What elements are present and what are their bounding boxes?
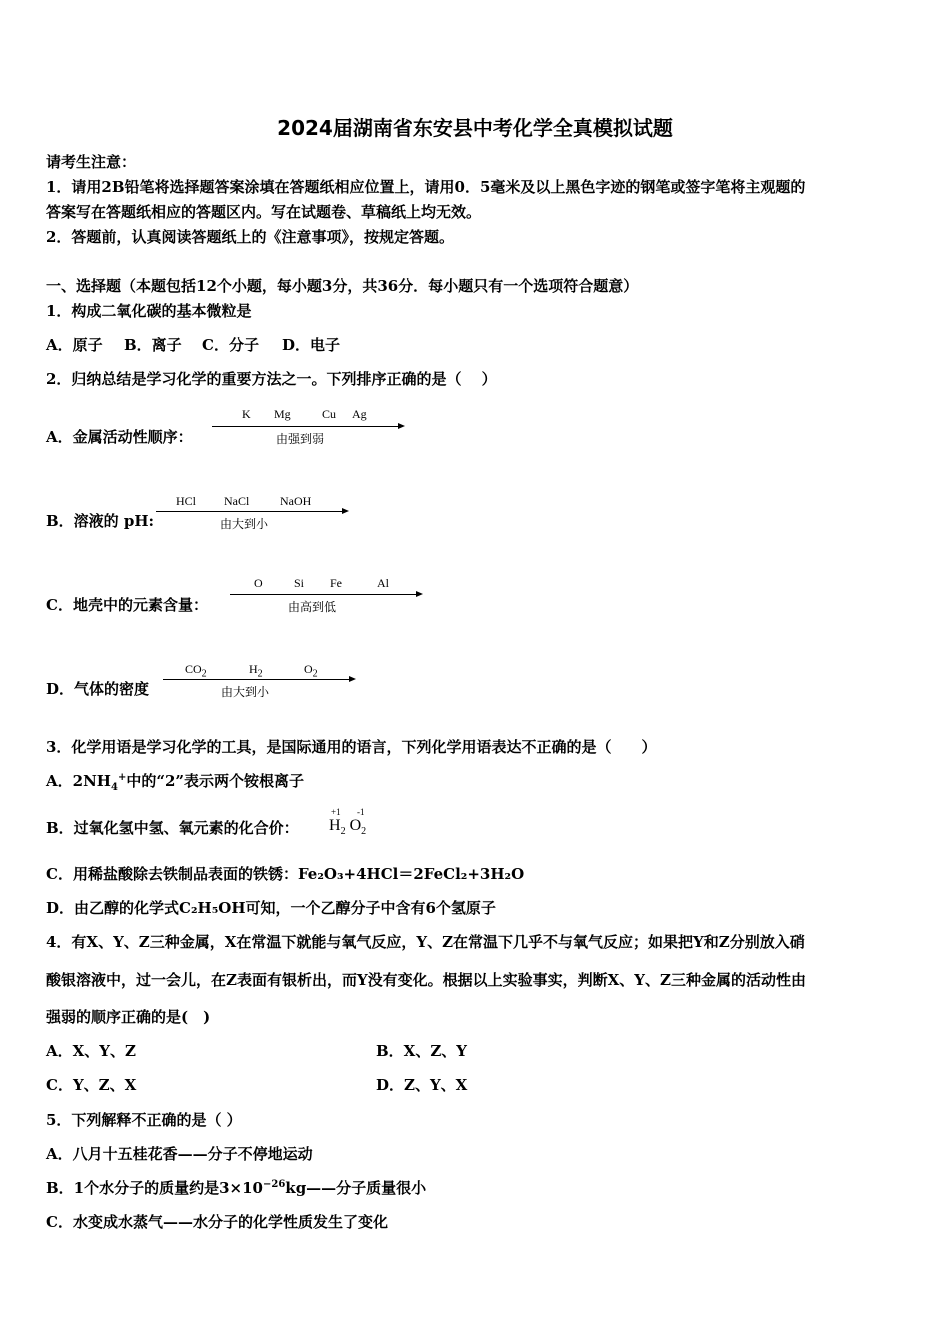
q2-stem: 2．归纳总结是学习化学的重要方法之一。下列排序正确的是（ ） bbox=[46, 370, 497, 388]
q2-option-b-label: B．溶液的 pH: bbox=[46, 512, 155, 530]
seq-direction: 由大到小 bbox=[220, 517, 269, 531]
q4-option-c: C．Y、Z、X bbox=[46, 1076, 137, 1094]
seq-item bbox=[185, 662, 207, 680]
q3-option-a bbox=[46, 771, 304, 791]
seq-direction: 由大到小 bbox=[221, 685, 270, 699]
q1-option-a: A．原子 bbox=[46, 336, 103, 354]
q3-b-h: H bbox=[329, 817, 341, 834]
q2-option-a-sequence bbox=[212, 404, 407, 448]
seq-item-subscript: 2 bbox=[312, 668, 318, 680]
q3-b-formula bbox=[329, 817, 367, 838]
seq-item bbox=[249, 662, 263, 680]
q5-b-pre: B．1个水分子的质量约是3×10 bbox=[46, 1179, 263, 1197]
seq-item: HCl bbox=[176, 494, 197, 508]
arrow-line bbox=[212, 426, 398, 427]
arrow-line bbox=[156, 511, 342, 512]
q3-a-post: 中的“2”表示两个铵根离子 bbox=[126, 772, 305, 790]
q2-option-c-sequence bbox=[230, 573, 425, 617]
seq-item-text: H bbox=[249, 662, 258, 676]
q1-option-d: D．电子 bbox=[282, 336, 341, 354]
q4-stem-line-3: 强弱的顺序正确的是( ) bbox=[46, 1008, 211, 1026]
seq-direction: 由强到弱 bbox=[276, 432, 325, 446]
arrow-head-icon bbox=[349, 676, 356, 682]
q4-stem-line-2: 酸银溶液中，过一会儿，在Z表面有银析出，而Y没有变化。根据以上实验事实，判断X、Y、Z三种金属的活动性由 bbox=[46, 971, 806, 989]
q5-option-a: A．八月十五桂花香——分子不停地运动 bbox=[46, 1145, 313, 1163]
seq-item-text: CO bbox=[185, 662, 202, 676]
notice-heading: 请考生注意： bbox=[46, 153, 137, 171]
notice-line-1: 1．请用2B铅笔将选择题答案涂填在答题纸相应位置上，请用0．5毫米及以上黑色字迹的钢笔或签字笔将主观题的 bbox=[46, 178, 806, 196]
q5-b-sup: −26 bbox=[263, 1179, 286, 1190]
q3-a-pre: A．2NH bbox=[46, 772, 111, 790]
q5-b-post: kg——分子质量很小 bbox=[285, 1179, 427, 1197]
section-heading: 一、选择题（本题包括12个小题，每小题3分，共36分．每小题只有一个选项符合题意） bbox=[46, 277, 639, 295]
q3-b-sub-h: 2 bbox=[340, 826, 346, 838]
seq-item: Si bbox=[294, 576, 305, 590]
arrow-head-icon bbox=[342, 508, 349, 514]
arrow-head-icon bbox=[416, 591, 423, 597]
q3-a-sub: 4 bbox=[110, 782, 118, 793]
seq-item-subscript: 2 bbox=[201, 668, 207, 680]
notice-line-2: 答案写在答题纸相应的答题区内。写在试题卷、草稿纸上均无效。 bbox=[46, 203, 482, 221]
page-title: 2024届湖南省东安县中考化学全真模拟试题 bbox=[277, 116, 673, 140]
seq-item-subscript: 2 bbox=[257, 668, 263, 680]
q3-b-valence-h: +1 bbox=[331, 807, 341, 817]
q3-option-d: D．由乙醇的化学式C₂H₅OH可知，一个乙醇分子中含有6个氢原子 bbox=[46, 899, 496, 917]
seq-item bbox=[304, 662, 318, 680]
seq-item: NaOH bbox=[280, 494, 312, 508]
q3-b-sub-o: 2 bbox=[361, 826, 367, 838]
q4-option-a: A．X、Y、Z bbox=[46, 1042, 136, 1060]
q4-stem-line-1: 4．有X、Y、Z三种金属，X在常温下就能与氧气反应，Y、Z在常温下几乎不与氧气反应；如果把Y和Z分别放入硝 bbox=[46, 933, 805, 951]
q4-option-d: D．Z、Y、X bbox=[376, 1076, 468, 1094]
q3-option-c: C．用稀盐酸除去铁制品表面的铁锈：Fe₂O₃+4HCl＝2FeCl₂+3H₂O bbox=[46, 865, 525, 883]
seq-item: Ag bbox=[352, 407, 367, 421]
q1-option-b: B．离子 bbox=[124, 336, 182, 354]
seq-item: K bbox=[242, 407, 251, 421]
q5-stem: 5．下列解释不正确的是（ ） bbox=[46, 1111, 242, 1129]
seq-item: Mg bbox=[274, 407, 291, 421]
q3-option-b: B．过氧化氢中氢、氧元素的化合价： bbox=[46, 819, 299, 837]
seq-item: Al bbox=[377, 576, 389, 590]
seq-item: O bbox=[254, 576, 263, 590]
arrow-line bbox=[163, 679, 349, 680]
seq-direction: 由高到低 bbox=[288, 600, 337, 614]
q1-stem: 1．构成二氧化碳的基本微粒是 bbox=[46, 302, 252, 320]
q3-a-sup: + bbox=[117, 772, 127, 783]
q2-option-a-label: A．金属活动性顺序： bbox=[46, 428, 193, 446]
arrow-head-icon bbox=[398, 423, 405, 429]
q3-b-valence-o: -1 bbox=[357, 807, 365, 817]
q2-option-d-label: D．气体的密度 bbox=[46, 680, 150, 698]
seq-item-text: O bbox=[304, 662, 313, 676]
q3-stem: 3．化学用语是学习化学的工具，是国际通用的语言，下列化学用语表达不正确的是（ ） bbox=[46, 738, 657, 756]
seq-item: Fe bbox=[330, 576, 342, 590]
q2-option-b-sequence bbox=[156, 491, 351, 535]
q2-option-d-sequence bbox=[163, 659, 358, 703]
seq-item: Cu bbox=[322, 407, 337, 421]
q4-option-b: B．X、Z、Y bbox=[376, 1042, 467, 1060]
notice-line-3: 2．答题前，认真阅读答题纸上的《注意事项》，按规定答题。 bbox=[46, 228, 454, 246]
seq-item: NaCl bbox=[224, 494, 250, 508]
q1-option-c: C．分子 bbox=[202, 336, 259, 354]
q5-option-b bbox=[46, 1178, 426, 1198]
q3-b-o: O bbox=[349, 817, 362, 834]
q2-option-c-label: C．地壳中的元素含量： bbox=[46, 596, 208, 614]
q5-option-c: C．水变成水蒸气——水分子的化学性质发生了变化 bbox=[46, 1213, 388, 1231]
arrow-line bbox=[230, 594, 416, 595]
